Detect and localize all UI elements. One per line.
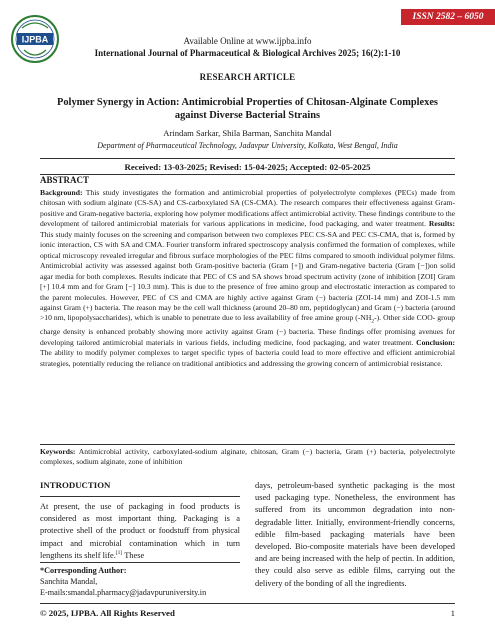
right-column <box>255 478 455 590</box>
subscript: 2 <box>371 318 375 325</box>
article-title: Polymer Synergy in Action: Antimicrobial Properties of Chitosan-Alginate Complexes against Diverse Bacterial Strains <box>57 97 438 121</box>
corresponding-email[interactable]: E-mails:smandal.pharmacy@jadavpuruniversity.in <box>40 588 207 598</box>
article-authors: Arindam Sarkar, Shila Barman, Sanchita Mandal <box>163 128 332 138</box>
intro-paragraph-tail: These <box>122 550 145 560</box>
divider <box>40 174 455 175</box>
copyright: © 2025, IJPBA. All Rights Reserved <box>40 608 175 618</box>
keywords-label: Keywords: <box>40 447 76 456</box>
journal-citation: International Journal of Pharmaceutical & Biological Archives 2025; 16(2):1-10 <box>94 48 401 58</box>
divider <box>40 444 455 445</box>
background-text: This study investigates the formation and antimicrobial properties of polyelectrolyte complexes (PECs) made from chitosan with sodium alginate (CS-SA) and CS-carboxylated SA (CS-CMA). The research compares their effectiveness against Gram-positive and Gram-negative bacteria, exploring how polymer modifications affect antimicrobial activity. These findings contribute to the development of tailored antimicrobial materials for various applications in medicine, food packaging, and water treatment. <box>40 188 455 229</box>
keywords <box>40 447 455 468</box>
author-affiliation: Department of Pharmaceutical Technology, Jadavpur University, Kolkata, West Bengal, India <box>97 141 398 150</box>
introduction-text-left <box>40 501 240 562</box>
results-text: This study mainly focuses on the screening and comparison between two complexes PEC CS-SA and PEC CS-CMA, that is, formed by ionic interaction, CS with SA and CMA. Fourier transform infrared spectroscopy analysis confirmed the formation of complexes, while optical microscopy revealed irregular and fibrous surface morphologies of the PEC films compared to smooth individual polymer films. Antimicrobial activity was assessed against both Gram-positive bacteria (Gram [+]) and Gram-negative bacteria (Gram [−])on solid agar media for both complexes. Results indicate that PEC of CS and SA shows broad spectrum activity (zone of inhibition [ZOI] Gram [+] 10.4 mm and for Gram [−] 10.3 mm). This is due to the presence of free amino group and electrostatic interaction as compared to the parent molecules. However, PEC of CS and CMA are highly active against Gram (−) bacteria (ZOI-14 mm) and ZOI-1.5 mm against Gram (+) bacteria. The reason may be the cell wall thickness (around 20–80 nm, peptidoglycan) and Gram (−) bacteria (around >10 nm, lipopolysaccharides), which is unable to penetrate due to less availability of free amine group (-NH <box>40 229 455 323</box>
article-type: RESEARCH ARTICLE <box>199 72 296 82</box>
results-text-cont: -). Other side COO- group charge density is enhanced probably showing more activity against Gram (−) bacteria. These findings offer promising avenues for developing tailored antimicrobial materials in various fields, including medicine, food packaging, and water treatment. <box>40 313 456 347</box>
abstract-heading: ABSTRACT <box>40 175 90 185</box>
issn-badge: ISSN 2582 – 6050 <box>401 9 495 25</box>
page-number: 1 <box>450 608 455 618</box>
abstract-body <box>40 188 455 369</box>
background-label: Background: <box>40 188 83 197</box>
introduction-text-right: days, petroleum-based synthetic packaging is the most used packaging type. Nonetheless, the environment has suffered from its uncommon degradation into non-degradable litter. Initially, environment-friendly concerns, edible film-based packaging materials have been developed. Bio-composite materials have been developed and are being increased with the help of pectin. In addition, they could also serve as edible films, carrying out the delivery of the bonding of all the ingredients. <box>255 481 455 588</box>
corresponding-author <box>40 562 240 599</box>
conclusion-label: Conclusion: <box>416 337 455 347</box>
svg-text:IJPBA: IJPBA <box>21 34 49 45</box>
corresponding-name: Sanchita Mandal, <box>40 577 98 587</box>
article-dates: Received: 13-03-2025; Revised: 15-04-2025; Accepted: 02-05-2025 <box>124 162 371 172</box>
online-availability: Available Online at www.ijpba.info <box>183 36 312 46</box>
introduction-heading: INTRODUCTION <box>40 478 240 497</box>
divider <box>40 158 455 159</box>
left-column <box>40 478 240 562</box>
reference-marker: [1] <box>115 550 123 557</box>
footer-divider <box>40 603 455 604</box>
conclusion-text: The ability to modify polymer complexes to target specific types of bacteria could lead to more effective and efficient antimicrobial strategies, potentially reducing the reliance on traditional antibiotics and addressing the growing concern of antimicrobial resistance. <box>40 348 455 368</box>
results-label: Results: <box>428 219 455 229</box>
intro-paragraph: At present, the use of packaging in food products is considered as most important thing. Packaging is a protective shell of the product or foodstuff from physical impact and microbial contamination which in turn lengthens its shelf life. <box>40 502 240 560</box>
corresponding-label: *Corresponding Author: <box>40 566 127 575</box>
keywords-text: Antimicrobial activity, carboxylated-sodium alginate, chitosan, Gram (−) bacteria, Gram (+) bacteria, polyelectrolyte complexes, sodium alginate, zone of inhibition <box>40 447 455 467</box>
